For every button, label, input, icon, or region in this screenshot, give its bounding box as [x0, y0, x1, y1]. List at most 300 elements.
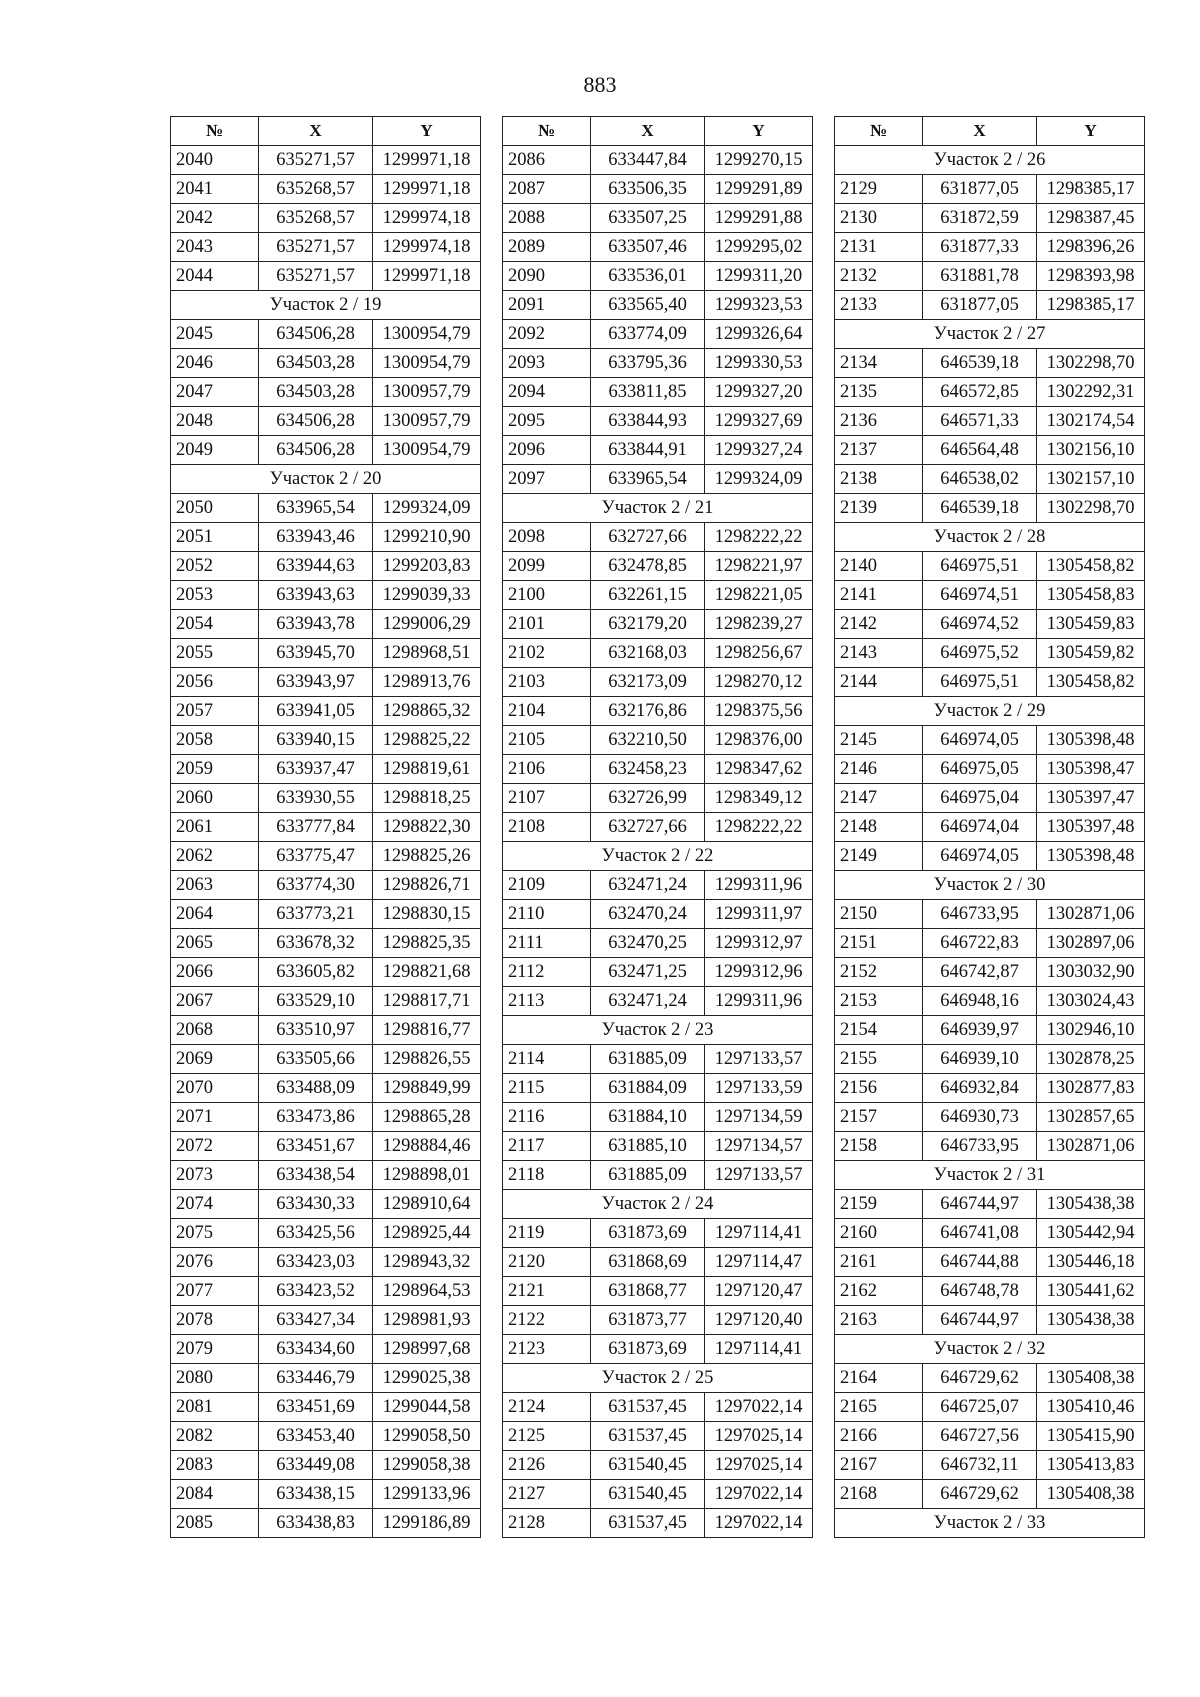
- point-number: 2166: [835, 1422, 923, 1451]
- point-number: 2159: [835, 1190, 923, 1219]
- table-row: [503, 1306, 813, 1335]
- y-value: 1299330,53: [705, 349, 813, 378]
- table-row: [835, 1393, 1145, 1422]
- point-number: 2164: [835, 1364, 923, 1393]
- x-value: 633473,86: [259, 1103, 373, 1132]
- x-value: 633536,01: [591, 262, 705, 291]
- table-row: [835, 987, 1145, 1016]
- table-row: [171, 552, 481, 581]
- section-row: [835, 523, 1145, 552]
- x-value: 631873,77: [591, 1306, 705, 1335]
- y-value: 1305397,47: [1037, 784, 1145, 813]
- point-number: 2122: [503, 1306, 591, 1335]
- point-number: 2068: [171, 1016, 259, 1045]
- table-row: [835, 610, 1145, 639]
- x-value: 633451,67: [259, 1132, 373, 1161]
- section-row: [835, 697, 1145, 726]
- table-row: [835, 1248, 1145, 1277]
- table-row: [835, 1277, 1145, 1306]
- y-value: 1302157,10: [1037, 465, 1145, 494]
- point-number: 2066: [171, 958, 259, 987]
- y-value: 1298221,05: [705, 581, 813, 610]
- x-value: 646974,04: [923, 813, 1037, 842]
- y-value: 1300957,79: [373, 407, 481, 436]
- y-value: 1298821,68: [373, 958, 481, 987]
- table-row: [503, 523, 813, 552]
- table-row: [835, 958, 1145, 987]
- y-value: 1305398,47: [1037, 755, 1145, 784]
- x-value: 631873,69: [591, 1219, 705, 1248]
- x-value: 633943,63: [259, 581, 373, 610]
- point-number: 2062: [171, 842, 259, 871]
- point-number: 2054: [171, 610, 259, 639]
- y-value: 1298270,12: [705, 668, 813, 697]
- x-value: 646975,51: [923, 668, 1037, 697]
- y-value: 1305459,82: [1037, 639, 1145, 668]
- x-value: 633507,25: [591, 204, 705, 233]
- point-number: 2140: [835, 552, 923, 581]
- table-row: [503, 813, 813, 842]
- y-value: 1302292,31: [1037, 378, 1145, 407]
- point-number: 2061: [171, 813, 259, 842]
- point-number: 2096: [503, 436, 591, 465]
- section-label: Участок 2 / 29: [835, 697, 1145, 726]
- point-number: 2108: [503, 813, 591, 842]
- point-number: 2135: [835, 378, 923, 407]
- x-value: 633506,35: [591, 175, 705, 204]
- point-number: 2168: [835, 1480, 923, 1509]
- table-row: [503, 204, 813, 233]
- table-row: [503, 900, 813, 929]
- table-row: [171, 871, 481, 900]
- x-value: 646733,95: [923, 1132, 1037, 1161]
- point-number: 2105: [503, 726, 591, 755]
- table-row: [835, 378, 1145, 407]
- x-value: 633940,15: [259, 726, 373, 755]
- table-row: [171, 1016, 481, 1045]
- x-value: 633449,08: [259, 1451, 373, 1480]
- point-number: 2104: [503, 697, 591, 726]
- y-value: 1300957,79: [373, 378, 481, 407]
- x-value: 633510,97: [259, 1016, 373, 1045]
- y-value: 1298239,27: [705, 610, 813, 639]
- y-value: 1298925,44: [373, 1219, 481, 1248]
- point-number: 2070: [171, 1074, 259, 1103]
- point-number: 2148: [835, 813, 923, 842]
- y-value: 1299971,18: [373, 146, 481, 175]
- point-number: 2050: [171, 494, 259, 523]
- table-row: [171, 175, 481, 204]
- table-row: [171, 1393, 481, 1422]
- point-number: 2131: [835, 233, 923, 262]
- y-value: 1299327,69: [705, 407, 813, 436]
- table-row: [503, 146, 813, 175]
- y-value: 1297134,57: [705, 1132, 813, 1161]
- x-value: 633434,60: [259, 1335, 373, 1364]
- x-value: 632210,50: [591, 726, 705, 755]
- y-value: 1299025,38: [373, 1364, 481, 1393]
- point-number: 2084: [171, 1480, 259, 1509]
- x-value: 646744,97: [923, 1190, 1037, 1219]
- y-value: 1298256,67: [705, 639, 813, 668]
- point-number: 2101: [503, 610, 591, 639]
- point-number: 2112: [503, 958, 591, 987]
- table-row: [503, 320, 813, 349]
- x-value: 633844,93: [591, 407, 705, 436]
- section-label: Участок 2 / 20: [171, 465, 481, 494]
- point-number: 2125: [503, 1422, 591, 1451]
- point-number: 2081: [171, 1393, 259, 1422]
- table-row: [503, 1132, 813, 1161]
- table-row: [171, 1045, 481, 1074]
- y-value: 1298347,62: [705, 755, 813, 784]
- x-value: 631877,05: [923, 291, 1037, 320]
- table-row: [171, 1219, 481, 1248]
- y-value: 1298817,71: [373, 987, 481, 1016]
- y-value: 1297022,14: [705, 1393, 813, 1422]
- header-x: X: [923, 117, 1037, 146]
- x-value: 633943,46: [259, 523, 373, 552]
- y-value: 1305458,82: [1037, 668, 1145, 697]
- y-value: 1305413,83: [1037, 1451, 1145, 1480]
- table-row: [503, 1422, 813, 1451]
- table-row: [503, 610, 813, 639]
- x-value: 633605,82: [259, 958, 373, 987]
- point-number: 2111: [503, 929, 591, 958]
- table-row: [835, 175, 1145, 204]
- point-number: 2126: [503, 1451, 591, 1480]
- table-row: [171, 1132, 481, 1161]
- y-value: 1299311,96: [705, 987, 813, 1016]
- point-number: 2165: [835, 1393, 923, 1422]
- y-value: 1299210,90: [373, 523, 481, 552]
- point-number: 2103: [503, 668, 591, 697]
- point-number: 2099: [503, 552, 591, 581]
- y-value: 1298387,45: [1037, 204, 1145, 233]
- point-number: 2117: [503, 1132, 591, 1161]
- point-number: 2071: [171, 1103, 259, 1132]
- x-value: 646744,97: [923, 1306, 1037, 1335]
- table-row: [171, 1480, 481, 1509]
- table-header-row: [503, 117, 813, 146]
- x-value: 646725,07: [923, 1393, 1037, 1422]
- x-value: 631877,33: [923, 233, 1037, 262]
- y-value: 1302298,70: [1037, 349, 1145, 378]
- point-number: 2123: [503, 1335, 591, 1364]
- point-number: 2074: [171, 1190, 259, 1219]
- x-value: 646741,08: [923, 1219, 1037, 1248]
- y-value: 1299974,18: [373, 204, 481, 233]
- section-row: [503, 1190, 813, 1219]
- point-number: 2129: [835, 175, 923, 204]
- x-value: 646975,52: [923, 639, 1037, 668]
- table-row: [835, 1306, 1145, 1335]
- table-row: [171, 1451, 481, 1480]
- header-x: X: [259, 117, 373, 146]
- point-number: 2057: [171, 697, 259, 726]
- section-label: Участок 2 / 31: [835, 1161, 1145, 1190]
- point-number: 2102: [503, 639, 591, 668]
- x-value: 633507,46: [591, 233, 705, 262]
- y-value: 1299324,09: [705, 465, 813, 494]
- header-number: №: [503, 117, 591, 146]
- point-number: 2064: [171, 900, 259, 929]
- y-value: 1305398,48: [1037, 842, 1145, 871]
- point-number: 2132: [835, 262, 923, 291]
- section-label: Участок 2 / 24: [503, 1190, 813, 1219]
- point-number: 2090: [503, 262, 591, 291]
- table-row: [835, 784, 1145, 813]
- y-value: 1305458,82: [1037, 552, 1145, 581]
- x-value: 646975,51: [923, 552, 1037, 581]
- x-value: 631540,45: [591, 1480, 705, 1509]
- y-value: 1299058,50: [373, 1422, 481, 1451]
- point-number: 2044: [171, 262, 259, 291]
- x-value: 635271,57: [259, 146, 373, 175]
- point-number: 2133: [835, 291, 923, 320]
- y-value: 1298997,68: [373, 1335, 481, 1364]
- x-value: 633451,69: [259, 1393, 373, 1422]
- point-number: 2069: [171, 1045, 259, 1074]
- section-row: [835, 1335, 1145, 1364]
- section-row: [835, 146, 1145, 175]
- x-value: 646538,02: [923, 465, 1037, 494]
- x-value: 631877,05: [923, 175, 1037, 204]
- x-value: 633930,55: [259, 784, 373, 813]
- table-row: [835, 494, 1145, 523]
- table-row: [835, 465, 1145, 494]
- table-row: [171, 233, 481, 262]
- table-row: [835, 1451, 1145, 1480]
- point-number: 2152: [835, 958, 923, 987]
- table-row: [503, 436, 813, 465]
- table-row: [835, 552, 1145, 581]
- point-number: 2141: [835, 581, 923, 610]
- section-row: [835, 1509, 1145, 1538]
- table-row: [171, 929, 481, 958]
- x-value: 635268,57: [259, 175, 373, 204]
- table-row: [503, 1393, 813, 1422]
- y-value: 1305408,38: [1037, 1480, 1145, 1509]
- point-number: 2136: [835, 407, 923, 436]
- y-value: 1299974,18: [373, 233, 481, 262]
- point-number: 2055: [171, 639, 259, 668]
- point-number: 2091: [503, 291, 591, 320]
- table-row: [503, 668, 813, 697]
- y-value: 1298222,22: [705, 813, 813, 842]
- table-row: [503, 1509, 813, 1538]
- x-value: 646733,95: [923, 900, 1037, 929]
- section-label: Участок 2 / 21: [503, 494, 813, 523]
- table-row: [171, 262, 481, 291]
- point-number: 2155: [835, 1045, 923, 1074]
- point-number: 2118: [503, 1161, 591, 1190]
- x-value: 646948,16: [923, 987, 1037, 1016]
- header-number: №: [835, 117, 923, 146]
- table-row: [835, 1364, 1145, 1393]
- x-value: 646974,05: [923, 842, 1037, 871]
- point-number: 2134: [835, 349, 923, 378]
- x-value: 634506,28: [259, 436, 373, 465]
- table-row: [171, 407, 481, 436]
- point-number: 2056: [171, 668, 259, 697]
- table-row: [171, 146, 481, 175]
- point-number: 2110: [503, 900, 591, 929]
- y-value: 1299270,15: [705, 146, 813, 175]
- x-value: 633529,10: [259, 987, 373, 1016]
- point-number: 2076: [171, 1248, 259, 1277]
- y-value: 1298826,71: [373, 871, 481, 900]
- x-value: 632470,25: [591, 929, 705, 958]
- y-value: 1302174,54: [1037, 407, 1145, 436]
- x-value: 632176,86: [591, 697, 705, 726]
- section-label: Участок 2 / 22: [503, 842, 813, 871]
- table-row: [171, 1335, 481, 1364]
- x-value: 632173,09: [591, 668, 705, 697]
- point-number: 2128: [503, 1509, 591, 1538]
- y-value: 1297022,14: [705, 1480, 813, 1509]
- y-value: 1298981,93: [373, 1306, 481, 1335]
- section-label: Участок 2 / 28: [835, 523, 1145, 552]
- point-number: 2088: [503, 204, 591, 233]
- y-value: 1298913,76: [373, 668, 481, 697]
- point-number: 2113: [503, 987, 591, 1016]
- x-value: 631868,77: [591, 1277, 705, 1306]
- point-number: 2107: [503, 784, 591, 813]
- x-value: 646722,83: [923, 929, 1037, 958]
- x-value: 633425,56: [259, 1219, 373, 1248]
- y-value: 1298221,97: [705, 552, 813, 581]
- x-value: 632471,25: [591, 958, 705, 987]
- x-value: 646539,18: [923, 349, 1037, 378]
- point-number: 2127: [503, 1480, 591, 1509]
- x-value: 631537,45: [591, 1509, 705, 1538]
- x-value: 646571,33: [923, 407, 1037, 436]
- table-row: [171, 320, 481, 349]
- table-row: [171, 1161, 481, 1190]
- table-row: [503, 581, 813, 610]
- table-row: [503, 175, 813, 204]
- point-number: 2067: [171, 987, 259, 1016]
- y-value: 1299006,29: [373, 610, 481, 639]
- point-number: 2080: [171, 1364, 259, 1393]
- section-row: [835, 871, 1145, 900]
- point-number: 2092: [503, 320, 591, 349]
- point-number: 2137: [835, 436, 923, 465]
- table-row: [171, 1248, 481, 1277]
- table-row: [171, 900, 481, 929]
- table-row: [835, 1045, 1145, 1074]
- table-row: [171, 581, 481, 610]
- point-number: 2086: [503, 146, 591, 175]
- table-row: [835, 291, 1145, 320]
- y-value: 1298825,35: [373, 929, 481, 958]
- x-value: 632458,23: [591, 755, 705, 784]
- table-row: [835, 262, 1145, 291]
- table-row: [171, 378, 481, 407]
- table-row: [171, 1277, 481, 1306]
- y-value: 1299323,53: [705, 291, 813, 320]
- table-row: [171, 1306, 481, 1335]
- table-row: [503, 755, 813, 784]
- x-value: 633427,34: [259, 1306, 373, 1335]
- x-value: 633773,21: [259, 900, 373, 929]
- x-value: 633777,84: [259, 813, 373, 842]
- coordinates-table-1: [170, 116, 481, 1538]
- table-row: [503, 1045, 813, 1074]
- y-value: 1302857,65: [1037, 1103, 1145, 1132]
- x-value: 633678,32: [259, 929, 373, 958]
- x-value: 646930,73: [923, 1103, 1037, 1132]
- point-number: 2151: [835, 929, 923, 958]
- y-value: 1302946,10: [1037, 1016, 1145, 1045]
- y-value: 1298376,00: [705, 726, 813, 755]
- y-value: 1302878,25: [1037, 1045, 1145, 1074]
- x-value: 631873,69: [591, 1335, 705, 1364]
- point-number: 2149: [835, 842, 923, 871]
- table-row: [835, 639, 1145, 668]
- table-row: [503, 1219, 813, 1248]
- table-header-row: [835, 117, 1145, 146]
- section-row: [503, 1016, 813, 1045]
- table-row: [171, 755, 481, 784]
- x-value: 635268,57: [259, 204, 373, 233]
- x-value: 646939,97: [923, 1016, 1037, 1045]
- y-value: 1299044,58: [373, 1393, 481, 1422]
- table-row: [171, 668, 481, 697]
- y-value: 1305442,94: [1037, 1219, 1145, 1248]
- x-value: 631868,69: [591, 1248, 705, 1277]
- point-number: 2157: [835, 1103, 923, 1132]
- x-value: 633944,63: [259, 552, 373, 581]
- y-value: 1298825,22: [373, 726, 481, 755]
- table-row: [503, 1451, 813, 1480]
- table-row: [171, 494, 481, 523]
- x-value: 646932,84: [923, 1074, 1037, 1103]
- y-value: 1298943,32: [373, 1248, 481, 1277]
- point-number: 2059: [171, 755, 259, 784]
- x-value: 633438,83: [259, 1509, 373, 1538]
- x-value: 631885,10: [591, 1132, 705, 1161]
- point-number: 2098: [503, 523, 591, 552]
- table-row: [835, 668, 1145, 697]
- table-row: [835, 842, 1145, 871]
- point-number: 2162: [835, 1277, 923, 1306]
- x-value: 633965,54: [259, 494, 373, 523]
- table-row: [503, 987, 813, 1016]
- x-value: 631872,59: [923, 204, 1037, 233]
- table-row: [835, 204, 1145, 233]
- table-row: [503, 697, 813, 726]
- x-value: 632470,24: [591, 900, 705, 929]
- y-value: 1299312,96: [705, 958, 813, 987]
- point-number: 2097: [503, 465, 591, 494]
- y-value: 1298375,56: [705, 697, 813, 726]
- y-value: 1297114,47: [705, 1248, 813, 1277]
- table-row: [503, 871, 813, 900]
- point-number: 2115: [503, 1074, 591, 1103]
- x-value: 633795,36: [591, 349, 705, 378]
- x-value: 631540,45: [591, 1451, 705, 1480]
- y-value: 1299058,38: [373, 1451, 481, 1480]
- y-value: 1300954,79: [373, 349, 481, 378]
- x-value: 633965,54: [591, 465, 705, 494]
- y-value: 1297133,57: [705, 1161, 813, 1190]
- section-label: Участок 2 / 26: [835, 146, 1145, 175]
- x-value: 646744,88: [923, 1248, 1037, 1277]
- point-number: 2167: [835, 1451, 923, 1480]
- table-row: [503, 784, 813, 813]
